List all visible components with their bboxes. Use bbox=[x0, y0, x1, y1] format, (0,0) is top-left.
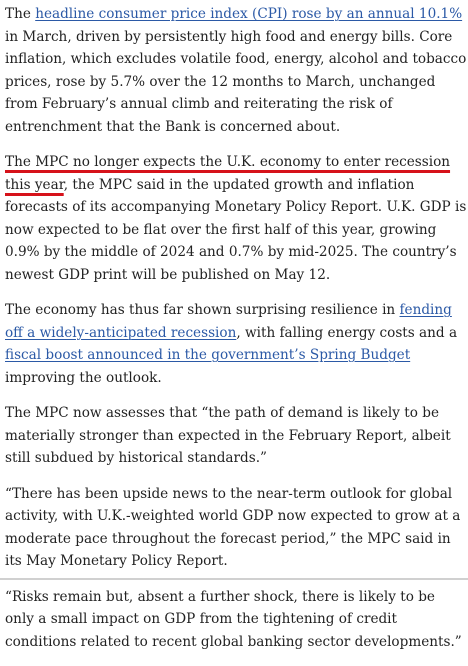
link-recession[interactable]: fending off a widely-anticipated recession bbox=[5, 302, 452, 341]
paragraph-risks bbox=[5, 586, 467, 654]
paragraph-cpi bbox=[5, 3, 467, 138]
paragraph-text: improving the outlook. bbox=[5, 369, 162, 386]
paragraph-text: , with falling energy costs and a bbox=[236, 324, 458, 341]
paragraph-text: “Risks remain but, absent a further shock, there is likely to be only a small impact on GDP from the tightening of credit conditions related to recent global banking sector developments.” bbox=[5, 588, 462, 650]
paragraph-recession bbox=[5, 151, 467, 286]
paragraph-text: The economy has thus far shown surprising resilience in bbox=[5, 302, 400, 318]
highlighted-sentence: The MPC no longer expects the U.K. economy to enter recession this year bbox=[5, 154, 451, 193]
paragraph-text: in March, driven by persistently high food and energy bills. Core inflation, which excludes volatile food, energy, alcohol and tobacco prices, rose by 5.7% over the 12 months to March, unchanged from February’s annual climb and reiterating the risk of entrenchment that the Bank is concerned about. bbox=[5, 28, 467, 135]
paragraph-demand bbox=[5, 402, 467, 470]
paragraph-text: “There has been upside news to the near-term outlook for global activity, with U.K.-weighted world GDP now expected to grow at a moderate pace throughout the forecast period,” the MPC said in its May Monetary Policy Report. bbox=[5, 485, 461, 569]
paragraph-global-outlook bbox=[5, 483, 467, 573]
article-body bbox=[5, 3, 467, 666]
link-spring-budget[interactable]: fiscal boost announced in the government’s Spring Budget bbox=[5, 347, 411, 363]
paragraph-resilience bbox=[5, 299, 467, 389]
paragraph-text: The MPC now assesses that “the path of demand is likely to be materially stronger than expected in the February Report, albeit still subdued by historical standards.” bbox=[5, 405, 451, 466]
paragraph-text: The bbox=[5, 6, 36, 22]
paragraph-text: , the MPC said in the updated growth and inflation forecasts of its accompanying Monetary Policy Report. U.K. GDP is now expected to be flat over the first half of this year, growing 0.9% by the middle of 2024 and 0.7% by mid-2025. The country’s newest GDP print will be published on May 12. bbox=[5, 176, 467, 283]
link-cpi-rise[interactable]: headline consumer price index (CPI) rose by an annual 10.1% bbox=[35, 6, 463, 22]
